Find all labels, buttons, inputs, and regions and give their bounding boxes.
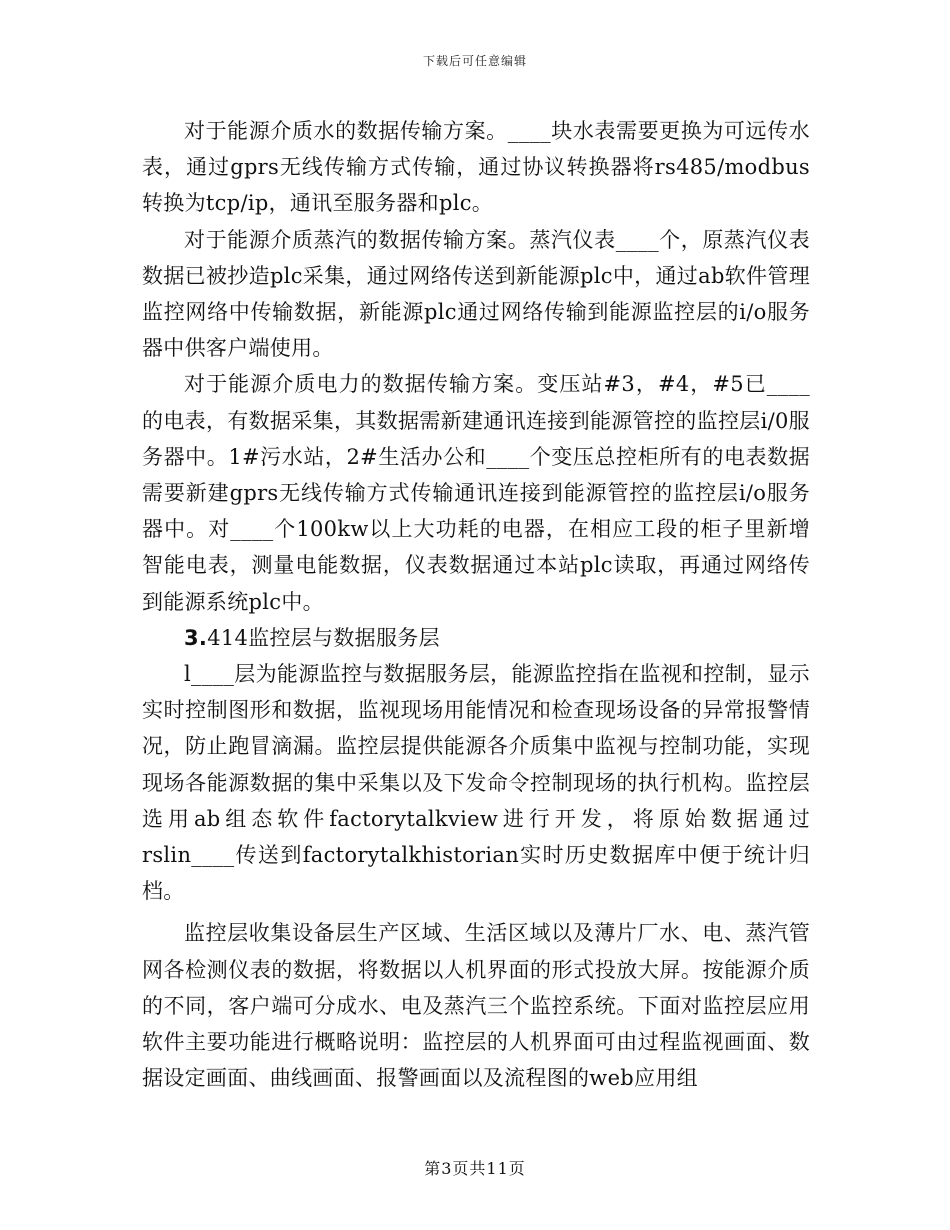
paragraph-water: 对于能源介质水的数据传输方案。____块水表需要更换为可远传水表，通过gprs无线传输方式传输，通过协议转换器将rs485/modbus转换为tcp/ip，通讯至服务器和plc。 xyxy=(142,119,810,216)
paragraph-monitoring-functions: 监控层收集设备层生产区域、生活区域以及薄片厂水、电、蒸汽管网各检测仪表的数据，将数据以人机界面的形式投放大屏。按能源介质的不同，客户端可分成水、电及蒸汽三个监控系统。下面对监控层应用软件主要功能进行概略说明：监控层的人机界面可由过程监视画面、数据设定画面、曲线画面、报警画面以及流程图的web应用组 xyxy=(142,921,810,1091)
paragraph-electric: 对于能源介质电力的数据传输方案。变压站#3，#4，#5已____的电表，有数据采集，其数据需新建通讯连接到能源管控的监控层i/0服务器中。1#污水站，2#生活办公和____个变压总控柜所有的电表数据需要新建gprs无线传输方式传输通讯连接到能源管控的监控层i/o服务器中。对____个100kw以上大功耗的电器，在相应工段的柜子里新增智能电表，测量电能数据，仪表数据通过本站plc读取，再通过网络传到能源系统plc中。 xyxy=(142,372,810,614)
paragraph-monitoring-layer: l____层为能源监控与数据服务层，能源监控指在监视和控制，显示实时控制图形和数据，监视现场用能情况和检查现场设备的异常报警情况，防止跑冒滴漏。监控层提供能源各介质集中监视与控制功能，实现现场各能源数据的集中采集以及下发命令控制现场的执行机构。监控层选用ab组态软件factorytalkview进行开发，将原始数据通过rslin____传送到factorytalkhistorian实时历史数据库中便于统计归档。 xyxy=(142,662,810,904)
page-footer: 第3页共11页 xyxy=(424,1159,526,1178)
section-heading xyxy=(142,620,810,656)
section-number: 3. xyxy=(184,625,208,650)
document-body xyxy=(142,113,810,1096)
section-title: 414监控层与数据服务层 xyxy=(207,625,440,650)
paragraph-steam: 对于能源介质蒸汽的数据传输方案。蒸汽仪表____个，原蒸汽仪表数据已被抄造plc采集，通过网络传送到新能源plc中，通过ab软件管理监控网络中传输数据，新能源plc通过网络传输到能源监控层的i/o服务器中供客户端使用。 xyxy=(142,227,810,361)
page-header: 下载后可任意编辑 xyxy=(422,54,527,68)
